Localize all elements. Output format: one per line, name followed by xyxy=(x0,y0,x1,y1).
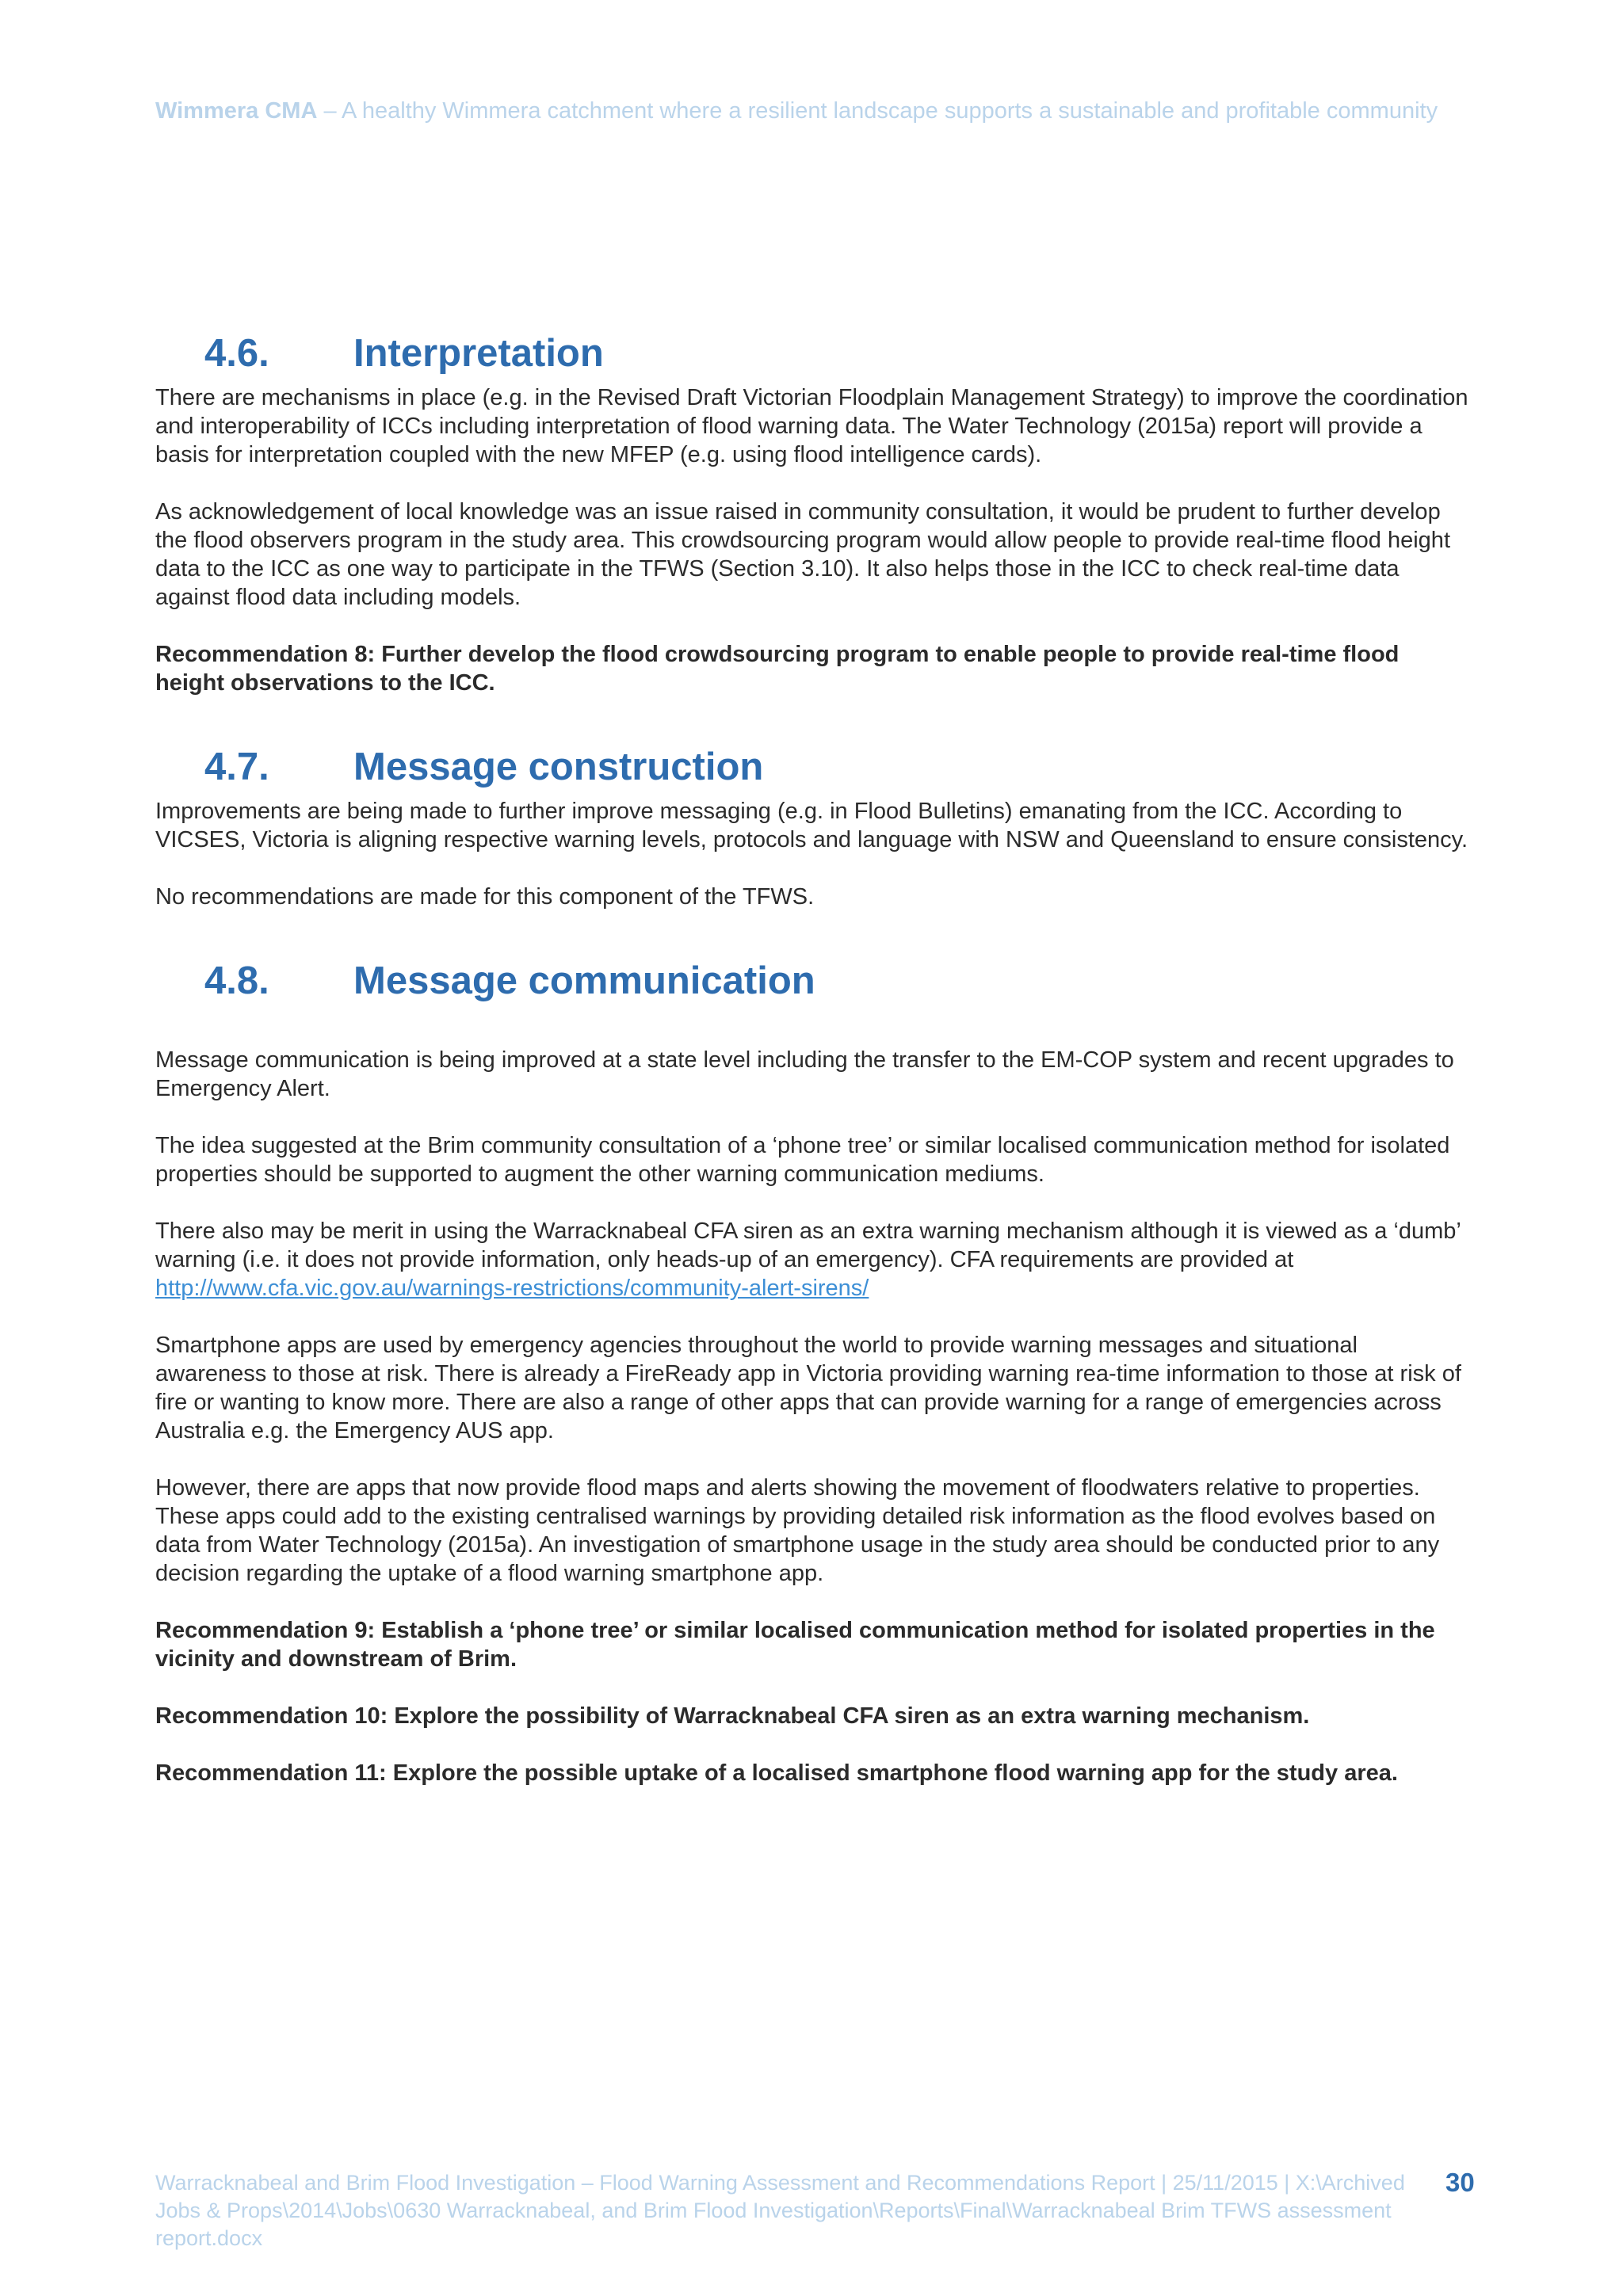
section-title: Message communication xyxy=(353,959,815,1002)
page-content xyxy=(155,333,1474,1816)
body-paragraph: No recommendations are made for this component of the TFWS. xyxy=(155,883,815,910)
section-title: Message construction xyxy=(353,745,764,788)
section-heading-message-communication xyxy=(155,960,1474,1003)
body-paragraph: Improvements are being made to further improve messaging (e.g. in Flood Bulletins) emanating from the ICC. According to VICSES, Victoria is aligning respective warning levels, protocols and language with NSW and Queensland to ensure consistency. xyxy=(155,798,1468,852)
section-heading-message-construction xyxy=(155,746,1474,789)
cfa-sirens-link[interactable]: http://www.cfa.vic.gov.au/warnings-restrictions/community-alert-sirens/ xyxy=(155,1275,869,1301)
body-paragraph: Message communication is being improved at a state level including the transfer to the EM-COP system and recent upgrades to Emergency Alert. xyxy=(155,1047,1454,1101)
body-paragraph: As acknowledgement of local knowledge was an issue raised in community consultation, it would be prudent to further develop the flood observers program in the study area. This crowdsourcing program would allow people to provide real-time flood height data to the ICC as one way to participate in the TFWS (Section 3.10). It also helps those in the ICC to check real-time data against flood data including models. xyxy=(155,498,1450,610)
recommendation-8: Recommendation 8: Further develop the flood crowdsourcing program to enable people to provide real-time flood height observations to the ICC. xyxy=(155,641,1400,696)
recommendation-9: Recommendation 9: Establish a ‘phone tree’ or similar localised communication method for isolated properties in the vicinity and downstream of Brim. xyxy=(155,1617,1435,1672)
section-number: 4.6. xyxy=(204,332,269,375)
running-header xyxy=(155,98,1503,124)
body-paragraph: The idea suggested at the Brim community consultation of a ‘phone tree’ or similar localised communication method for isolated properties should be supported to augment the other warning communication mediums. xyxy=(155,1132,1450,1187)
page-number: 30 xyxy=(1445,2168,1475,2197)
recommendation-10: Recommendation 10: Explore the possibility of Warracknabeal CFA siren as an extra warning mechanism. xyxy=(155,1703,1310,1729)
recommendation-11: Recommendation 11: Explore the possible uptake of a localised smartphone flood warning app for the study area. xyxy=(155,1760,1398,1786)
body-paragraph: There are mechanisms in place (e.g. in the Revised Draft Victorian Floodplain Management Strategy) to improve the coordination and interoperability of ICCs including interpretation of flood warning data. The Water Technology (2015a) report will provide a basis for interpretation coupled with the new MFEP (e.g. using flood intelligence cards). xyxy=(155,384,1468,467)
section-heading-interpretation xyxy=(155,333,1474,376)
siren-text: There also may be merit in using the Warracknabeal CFA siren as an extra warning mechanism although it is viewed as a ‘dumb’ warning (i.e. it does not provide information, only heads-up of an emergency). CFA requirements are provided at xyxy=(155,1218,1461,1272)
header-tagline: – A healthy Wimmera catchment where a resilient landscape supports a sustainable and profitable community xyxy=(317,98,1438,124)
section-number: 4.7. xyxy=(204,745,269,788)
body-paragraph-siren xyxy=(155,1217,1474,1302)
running-footer: Warracknabeal and Brim Flood Investigation – Flood Warning Assessment and Recommendations Report | 25/11/2015 | X:\Archived Jobs & Props\2014\Jobs\0630 Warracknabeal, and Brim Flood Investigation\Reports\Final\Warracknabeal Brim TFWS assessment report.docx xyxy=(155,2171,1405,2250)
header-brand: Wimmera CMA xyxy=(155,98,318,124)
section-title: Interpretation xyxy=(353,332,604,375)
body-paragraph: However, there are apps that now provide flood maps and alerts showing the movement of floodwaters relative to properties. These apps could add to the existing centralised warnings by providing detailed risk information as the flood evolves based on data from Water Technology (2015a). An investigation of smartphone usage in the study area should be conducted prior to any decision regarding the uptake of a flood warning smartphone app. xyxy=(155,1474,1440,1586)
body-paragraph: Smartphone apps are used by emergency agencies throughout the world to provide warning messages and situational awareness to those at risk. There is already a FireReady app in Victoria providing warning rea-time information to those at risk of fire or wanting to know more. There are also a range of other apps that can provide warning for a range of emergencies across Australia e.g. the Emergency AUS app. xyxy=(155,1332,1461,1444)
section-number: 4.8. xyxy=(204,959,269,1002)
